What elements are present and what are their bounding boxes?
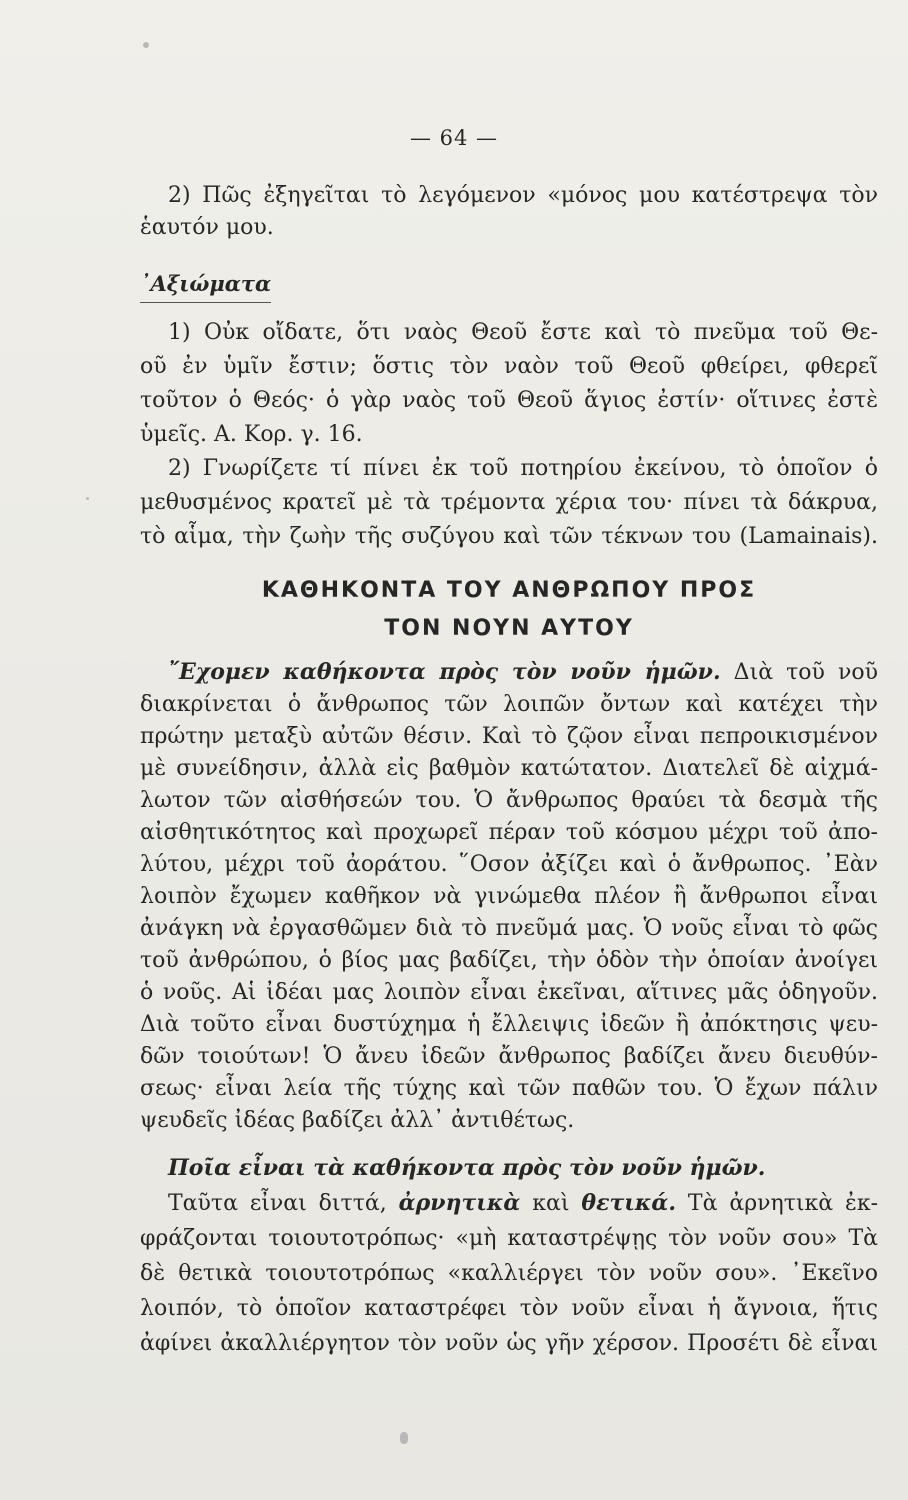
paragraph-positive-negative	[140, 1186, 878, 1361]
axiomata-heading: ᾿Αξιώματα	[140, 268, 271, 303]
text-line: ἑαυτόν μου.	[140, 215, 274, 240]
emphasis-positive: θετικά.	[581, 1190, 676, 1216]
paragraph-duties	[140, 656, 878, 1137]
subheading-duties-toward-mind: Ποῖα εἶναι τὰ καθήκοντα πρὸς τὸν νοῦν ἡμῶν.	[168, 1155, 766, 1181]
subheading-block	[140, 1152, 878, 1184]
text-line: ὁ νοῦς. Αἱ ἰδέαι μας λοιπὸν εἶναι ἐκεῖναι, αἵτινες μᾶς ὁδηγοῦν.	[140, 980, 878, 1005]
text-run: Διὰ τοῦ νοῦ	[720, 660, 878, 685]
text-line: φράζονται τοιουτοτρόπως· «μὴ καταστρέψῃς τὸν νοῦν σου» Τὰ	[140, 1226, 878, 1251]
paragraph-lead-heading: ῎Εχομεν καθήκοντα πρὸς τὸν νοῦν ἡμῶν.	[168, 659, 721, 685]
text-line: διακρίνεται ὁ ἄνθρωπος τῶν λοιπῶν ὄντων καὶ κατέχει τὴν	[140, 692, 878, 717]
question-2	[140, 180, 878, 244]
page-speck	[400, 1432, 408, 1444]
text-line: 2) Πῶς ἐξηγεῖται τὸ λεγόμενον «μόνος μου κατέστρεψα τὸν	[168, 183, 878, 208]
text-line: λύτου, μέχρι τοῦ ἀοράτου. ῞Οσον ἀξίζει καὶ ὁ ἄνθρωπος. ᾿Εὰν	[140, 852, 878, 877]
text-line: 1) Οὐκ οἴδατε, ὅτι ναὸς Θεοῦ ἔστε καὶ τὸ πνεῦμα τοῦ Θε-	[168, 320, 878, 345]
text-line: λοιπὸν ἔχωμεν καθῆκον νὰ γινώμεθα πλέον ἢ ἄνθρωποι εἶναι	[140, 884, 878, 909]
text-line: λωτον τῶν αἰσθήσεών του. Ὁ ἄνθρωπος θραύει τὰ δεσμὰ τῆς	[140, 788, 878, 813]
text-line: Διὰ τοῦτο εἶναι δυστύχημα ἡ ἔλλειψις ἰδεῶν ἢ ἀπόκτησις ψευ-	[140, 1012, 878, 1037]
text-run: καὶ	[520, 1191, 582, 1216]
section-title-line-2: ΤΟΝ ΝΟΥΝ ΑΥΤΟΥ	[384, 616, 634, 641]
text-run: Τὰ ἀρνητικὰ ἐκ-	[675, 1191, 879, 1216]
text-line: αἰσθητικότητος καὶ προχωρεῖ πέραν τοῦ κόσμου μέχρι τοῦ ἀπο-	[140, 820, 878, 845]
text-line: τοῦτον ὁ Θεός· ὁ γὰρ ναὸς τοῦ Θεοῦ ἅγιος ἐστίν· οἵτινες ἐστὲ	[140, 388, 878, 413]
text-line: μὲ συνείδησιν, ἀλλὰ εἰς βαθμὸν κατώτατον. Διατελεῖ δὲ αἰχμά-	[140, 756, 878, 781]
text-line: 2) Γνωρίζετε τί πίνει ἐκ τοῦ ποτηρίου ἐκείνου, τὸ ὁποῖον ὁ	[168, 456, 878, 481]
page-number: — 64 —	[409, 126, 499, 150]
axiom-2	[140, 452, 878, 554]
text-line: ἀνάγκη νὰ ἐργασθῶμεν διὰ τὸ πνεῦμά μας. Ὁ νοῦς εἶναι τὸ φῶς	[140, 916, 878, 941]
axiom-1	[140, 316, 878, 452]
text-line: πρώτην μεταξὺ αὐτῶν θέσιν. Καὶ τὸ ζῷον εἶναι πεπροικισμένον	[140, 724, 878, 749]
text-line: μεθυσμένος κρατεῖ μὲ τὰ τρέμοντα χέρια του· πίνει τὰ δάκρυα,	[140, 490, 878, 515]
axiomata-heading-block	[140, 268, 878, 303]
text-line: λοιπόν, τὸ ὁποῖον καταστρέφει τὸν νοῦν εἶναι ἡ ἄγνοια, ἥτις	[140, 1296, 878, 1321]
section-title-line-1: ΚΑΘΗΚΟΝΤΑ ΤΟΥ ΑΝΘΡΩΠΟΥ ΠΡΟΣ	[261, 578, 757, 603]
text-line	[140, 656, 878, 689]
text-line: ἀφίνει ἀκαλλιέργητον τὸν νοῦν ὡς γῆν χέρσον. Προσέτι δὲ εἶναι	[140, 1331, 878, 1356]
text-line: ὑμεῖς. Α. Κορ. γ. 16.	[140, 422, 363, 447]
emphasis-negative: ἀρνητικὰ	[398, 1190, 521, 1216]
text-line: δὲ θετικὰ τοιουτοτρόπως «καλλιέργει τὸν νοῦν σου». ᾿Εκεῖνο	[140, 1261, 878, 1286]
text-line: τὸ αἷμα, τὴν ζωὴν τῆς συζύγου καὶ τῶν τέκνων του (Lamainais).	[140, 524, 878, 549]
page-speck	[143, 42, 149, 48]
text-line: σεως· εἶναι λεία τῆς τύχης καὶ τῶν παθῶν του. Ὁ ἔχων πάλιν	[140, 1076, 878, 1101]
section-title	[140, 572, 878, 648]
text-run: Ταῦτα εἶναι διττά,	[168, 1191, 399, 1216]
page-speck	[86, 497, 89, 500]
text-line: ψευδεῖς ἰδέας βαδίζει ἀλλ᾿ ἀντιθέτως.	[140, 1108, 575, 1133]
text-line: τοῦ ἀνθρώπου, ὁ βίος μας βαδίζει, τὴν ὁδὸν τὴν ὁποίαν ἀνοίγει	[140, 948, 878, 973]
text-line	[140, 1186, 878, 1221]
text-line: οῦ ἐν ὑμῖν ἔστιν; ὅστις τὸν ναὸν τοῦ Θεοῦ φθείρει, φθερεῖ	[140, 354, 878, 379]
text-line: δῶν τοιούτων! Ὁ ἄνευ ἰδεῶν ἄνθρωπος βαδίζει ἄνευ διευθύν-	[140, 1044, 878, 1069]
